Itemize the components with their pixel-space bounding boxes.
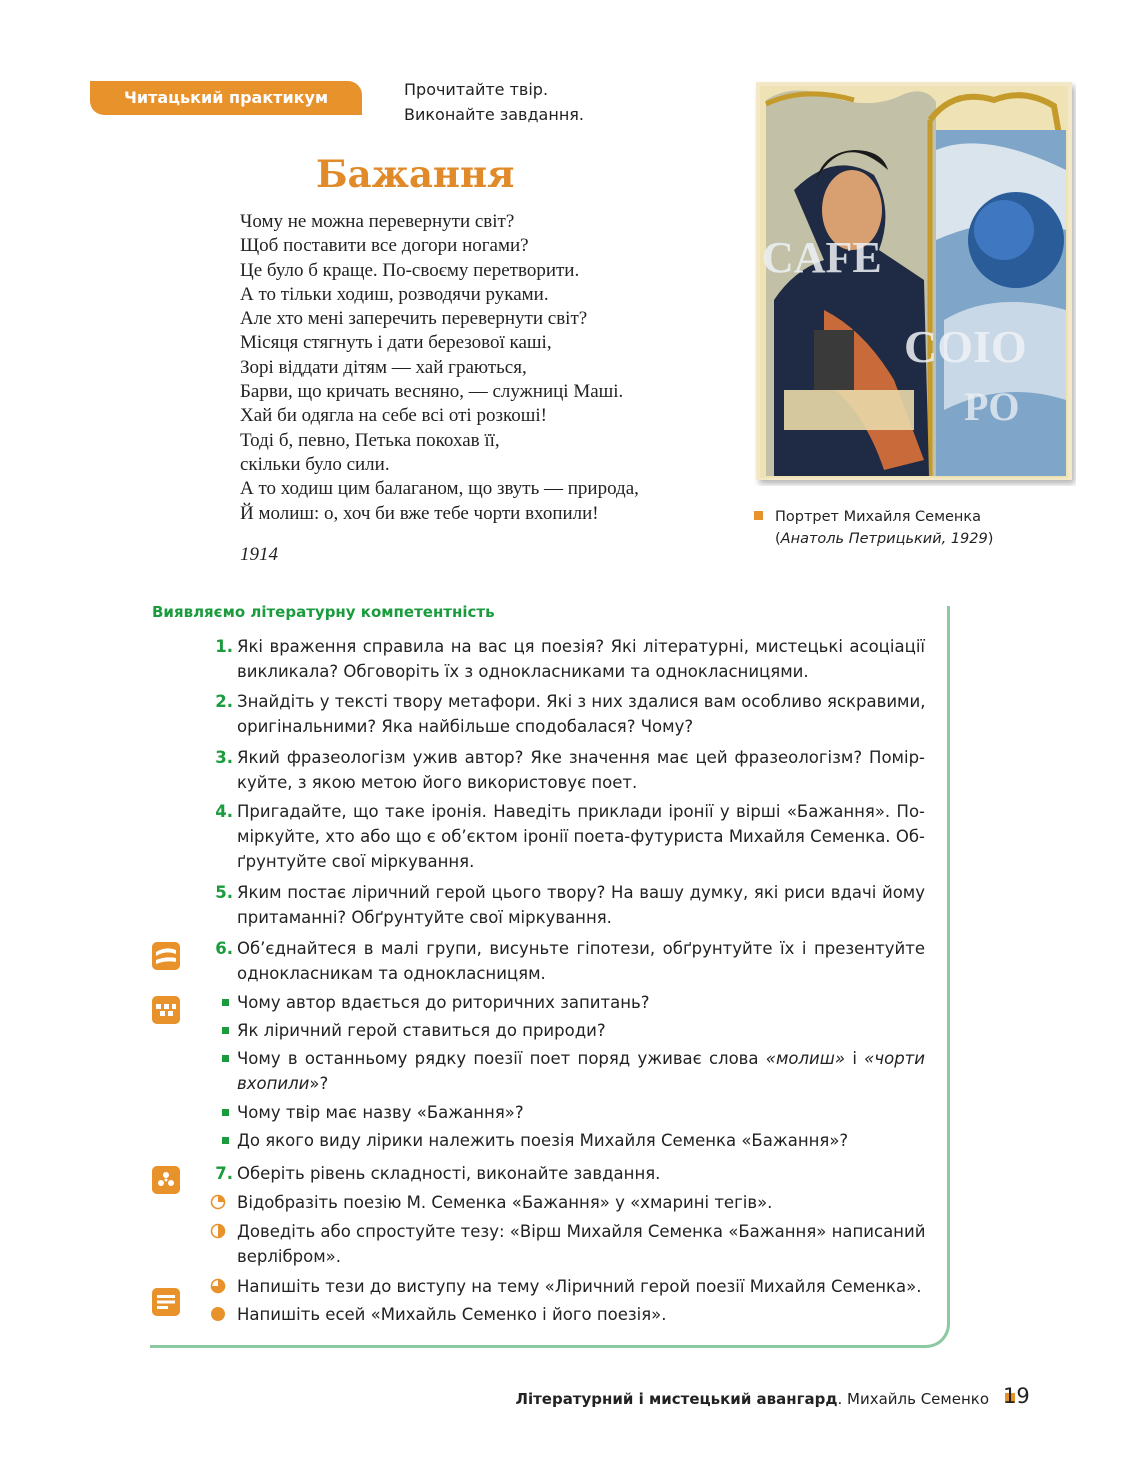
poem-line: Місяця стягнуть і дати березової каші, [240,332,552,354]
bullet-square-icon [222,1137,229,1144]
poem-line: Й молиш: о, хоч би вже тебе чорти вхопили! [240,502,599,524]
poem-line: А то тільки ходиш, розводячи руками. [240,283,549,305]
level-choice-icon [152,1166,180,1194]
task-6: 6. Об’єднайтеся в малі групи, висуньте гіпотези, обґрунтуйте їх і презентуйте однокласникам та однокласницям. [237,936,925,986]
task-4: 4. Пригадайте, що таке іронія. Наведіть приклади іронії у вірші «Бажання». По- міркуйте, хто або що є об’єктом іронії поета-футуриста Михайля Семенка. Об- ґрунтуйте свої міркування. [237,799,925,874]
poem-title: Бажання [316,152,515,196]
poem-line: А то ходиш цим балаганом, що звуть — природа, [240,478,639,500]
task-1: 1. Які враження справила на вас ця поезія? Які літературні, мистецькі асоціації викликала? Обговоріть їх з однокласниками та однокласницями. [237,634,925,684]
figure-caption: Портрет Михайля Семенка (Анатоль Петрицький, 1929) [754,506,993,550]
task-2: 2. Знайдіть у тексті твору метафори. Які з них здалися вам особливо яскравими, оригінальними? Яка найбільше сподобалася? Чому? [237,689,925,739]
writing-icon [152,1288,180,1316]
task-number: 7. [215,1164,233,1183]
task-number: 4. [215,802,233,821]
level-hard: Напишіть тези до виступу на тему «Ліричний герой поезії Михайля Семенка». [237,1274,921,1299]
bullet-square-icon [222,1055,229,1062]
footer-section: Літературний і мистецький авангард [515,1390,838,1408]
task-number: 3. [215,748,233,767]
level-expert: Напишіть есей «Михайль Семенко і його поезія». [237,1302,666,1327]
footer-author: . Михайль Семенко [837,1390,989,1408]
task-5: 5. Яким постає ліричний герой цього твору? На вашу думку, які риси вдачі йому притаманні? Обґрунтуйте свої міркування. [237,880,925,930]
bullet-item: Чому автор вдається до риторичних запитань? [237,990,650,1015]
bullet-item: Як ліричний герой ставиться до природи? [237,1018,606,1043]
poem-line: Тоді б, певно, Петька покохав її, [240,429,500,451]
bullet-square-icon [222,1109,229,1116]
half-circle-icon [210,1223,226,1239]
sign-text-coio: COIO [904,321,1027,372]
sign-text-cafe: CAFE [762,233,882,282]
poem-line: скільки було сили. [240,453,390,475]
section-tag: Читацький практикум [90,81,362,115]
poem-line: Чому не можна перевернути світ? [240,211,515,232]
task-number: 5. [215,883,233,902]
section-title: Виявляємо літературну компетентність [152,603,495,621]
caption-square-icon [754,511,763,520]
portrait-painting [754,80,1076,486]
bullet-item: Чому твір має назву «Бажання»? [237,1100,524,1125]
poem-line: Зорі віддати дітям — хай граються, [240,356,527,378]
task-number: 6. [215,939,233,958]
poem-line: Щоб поставити все догори ногами? [240,235,529,257]
three-quarter-circle-icon [210,1278,226,1294]
sign-text-po: PO [964,384,1020,429]
task-number: 1. [215,637,233,656]
task-7: 7. Оберіть рівень складності, виконайте завдання. [237,1161,660,1186]
instruction-do: Виконайте завдання. [404,105,584,124]
bullet-square-icon [222,1027,229,1034]
poem-line: Хай би одягла на себе всі оті розкоші! [240,405,547,427]
instruction-read: Прочитайте твір. [404,80,549,99]
bullet-item: Чому в останньому рядку поезії поет поряд уживає слова «молиш» і «чорти вхопили»? [237,1046,925,1096]
level-easy: Відобразіть поезію М. Семенка «Бажання» у «хмарині тегів». [237,1190,772,1215]
page-footer [515,1390,1025,1408]
caption-line-1: Портрет Михайля Семенка [775,509,982,525]
discussion-icon [152,996,180,1024]
task-3: 3. Який фразеологізм ужив автор? Яке значення має цей фразеологізм? Помір- куйте, з якою метою його використовує поет. [237,745,925,795]
quarter-circle-icon [210,1194,226,1210]
poem-line: Але хто мені заперечить перевернути світ? [240,308,588,330]
group-work-icon [152,942,180,970]
poem-text [240,210,639,526]
poem-year: 1914 [240,544,278,565]
bullet-square-icon [222,999,229,1006]
poem-line: Це було б краще. По-своєму перетворити. [240,259,580,281]
bullet-item: До якого виду лірики належить поезія Михайля Семенка «Бажання»? [237,1128,848,1153]
full-circle-icon [210,1306,226,1322]
page-number: 19 [1003,1384,1030,1408]
level-medium: Доведіть або спростуйте тезу: «Вірш Михайля Семенка «Бажання» написаний верлібром». [237,1219,925,1269]
task-number: 2. [215,692,233,711]
poem-line: Барви, що кричать весняно, — служниці Маші. [240,381,624,403]
caption-author: Анатоль Петрицький, 1929 [780,531,988,547]
